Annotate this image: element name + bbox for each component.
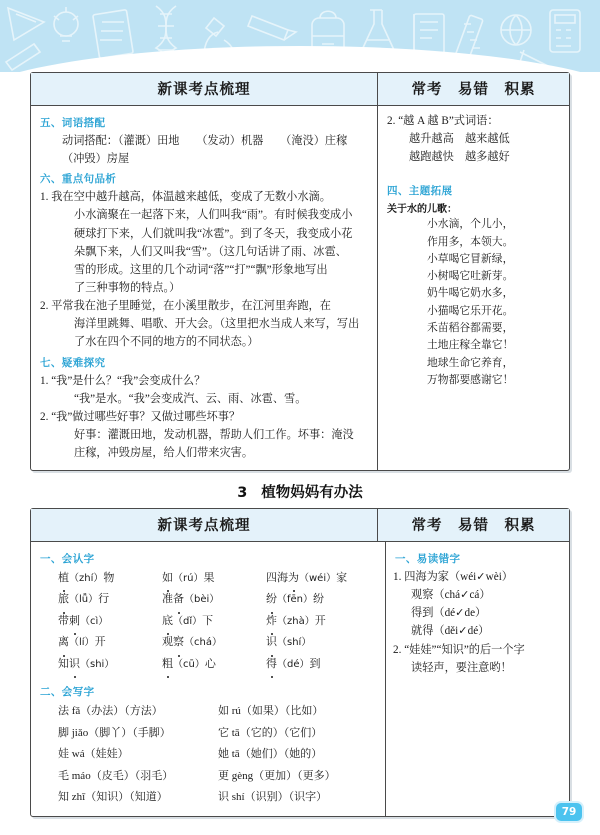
table-1-right-column xyxy=(378,106,569,470)
page-number-badge: 79 xyxy=(556,803,582,821)
inquiry-1-answer: “我”是水。“我”会变成汽、云、雨、冰雹、雪。 xyxy=(74,392,307,405)
inquiry-1-question: 1. “我”是什么？“我”会变成什么？ xyxy=(40,374,206,387)
target-character: 底 xyxy=(162,611,173,632)
target-character: 如 xyxy=(162,568,173,589)
section-heading-theme-expansion: 四、主题拓展 xyxy=(387,185,453,198)
lesson-name: 植物妈妈有办法 xyxy=(261,485,363,501)
write-char-cell: 更 gèng（更加）（更多） xyxy=(218,769,336,782)
key-sentence-1-line-6: 了三种事物的特点。） xyxy=(74,281,181,294)
target-character: 识 xyxy=(266,632,277,653)
lesson-table-1 xyxy=(30,72,570,471)
misread-item-1-line-3: 得到（dé✓de） xyxy=(411,607,487,620)
pinyin: （shí） xyxy=(277,637,312,649)
spacer xyxy=(40,675,378,681)
spacer xyxy=(387,166,563,180)
pinyin: （cì） xyxy=(80,615,109,627)
recognize-char-cell: 观察（chá） xyxy=(162,632,266,653)
notebook-icon xyxy=(414,14,444,54)
write-char-grid xyxy=(40,701,378,808)
pinyin: （lǚ） xyxy=(69,594,99,606)
pattern-examples-line-2: 越跑越快 越多越好 xyxy=(409,151,510,164)
pinyin: （dǐ） xyxy=(173,615,203,627)
pinyin: （zhà） xyxy=(277,615,315,627)
pinyin: （bèi） xyxy=(184,594,220,606)
pinyin: （fēn） xyxy=(277,594,314,606)
target-character: 得 xyxy=(266,654,277,675)
table-2-left-column xyxy=(31,542,386,816)
inquiry-2-question: 2. “我”做过哪些好事？又做过哪些坏事？ xyxy=(40,410,241,423)
target-character: 粗 xyxy=(162,654,173,675)
check-mark-icon: ✓ xyxy=(458,625,468,638)
word-collocation-line-2: （冲毁）房屋 xyxy=(62,153,130,166)
section-heading-write-chars: 二、会写字 xyxy=(40,686,95,699)
poem-line: 小水滴，个儿小， xyxy=(427,218,514,231)
table-1-left-column xyxy=(31,106,378,470)
key-sentence-1-line-4: 朵飘下来，人们又叫我“雪”。（这几句话讲了雨、冰雹、 xyxy=(74,245,347,258)
misread-item-1-line-4: 就得（děi✓dé） xyxy=(411,625,490,638)
word-collocation-line-1: 动词搭配：（灌溉）田地 （发动）机器 （淹没）庄稼 xyxy=(62,135,348,147)
section-heading-6: 六、重点句品析 xyxy=(40,173,117,186)
recognize-char-cell: 准备（bèi） xyxy=(162,589,266,610)
lesson-table-2 xyxy=(30,508,570,817)
recognize-char-cell: 炸（zhà）开 xyxy=(266,611,370,632)
recognize-char-row xyxy=(40,568,378,589)
recognize-char-cell: 四海为（wéi）家 xyxy=(266,568,370,589)
table-2-header-row xyxy=(31,509,569,542)
recognize-char-cell: 纷（fēn）纷 xyxy=(266,589,370,610)
poem-line: 土地庄稼全靠它！ xyxy=(427,339,514,352)
recognize-char-row xyxy=(40,589,378,610)
target-character: 刺 xyxy=(69,611,80,632)
flask-icon xyxy=(362,10,394,50)
globe-icon xyxy=(501,15,531,45)
write-char-row xyxy=(40,701,378,722)
key-sentence-2-line-2: 海洋里跳舞、唱歌、开大会。（这里把水当成人来写，写出 xyxy=(74,318,360,331)
pinyin: （rú） xyxy=(173,573,204,584)
book-icon xyxy=(93,10,133,59)
recognize-char-cell: 植（zhí）物 xyxy=(58,568,162,589)
lesson-number: 3 xyxy=(237,485,248,501)
recognize-char-cell: 带刺（cì） xyxy=(58,611,162,632)
table-2-header-left: 新课考点梳理 xyxy=(31,509,378,541)
pinyin: （wéi） xyxy=(299,573,337,584)
section-heading-misread-chars: 一、易读错字 xyxy=(395,553,461,565)
write-char-row xyxy=(40,787,378,808)
write-char-cell: 它 tā（它的）（它们） xyxy=(218,726,323,739)
recognize-char-cell: 旅（lǚ）行 xyxy=(58,589,162,610)
table-2-right-column xyxy=(386,542,569,816)
pencil-icon xyxy=(248,16,296,40)
target-character: 察 xyxy=(173,632,184,653)
key-sentence-2-line-1: 2. 平常我在池子里睡觉，在小溪里散步，在江河里奔跑，在 xyxy=(40,300,331,313)
write-char-cell: 毛 máo（皮毛）（羽毛） xyxy=(58,769,174,782)
table-1-header-row xyxy=(31,73,569,106)
poem-line: 奶牛喝它奶水多， xyxy=(427,287,514,300)
section-heading-5: 五、词语搭配 xyxy=(40,117,106,129)
recognize-char-row xyxy=(40,654,378,675)
write-char-row xyxy=(40,723,378,744)
target-character: 为 xyxy=(288,568,299,589)
key-sentence-1-line-5: 雪的形成。这里的几个动词“落”“打”“飘”形象地写出 xyxy=(74,263,328,276)
poem-line: 地球生命它养育， xyxy=(427,356,514,369)
key-sentence-1-line-2: 小水滴聚在一起落下来，人们叫我“雨”。有时候我变成小 xyxy=(74,209,353,222)
poem-line: 小树喝它吐新芽。 xyxy=(427,270,514,283)
recognize-char-grid xyxy=(40,568,378,675)
recognize-char-cell xyxy=(266,632,370,653)
write-char-row xyxy=(40,766,378,787)
table-1-header-left: 新课考点梳理 xyxy=(31,73,378,105)
recognize-char-row xyxy=(40,632,378,653)
section-heading-recognize-chars: 一、会认字 xyxy=(40,553,95,565)
poem-line: 禾苗稻谷都需要， xyxy=(427,322,514,335)
target-character: 备 xyxy=(173,589,184,610)
poem-line: 小猫喝它乐开花。 xyxy=(427,304,514,317)
target-character: 离 xyxy=(58,632,69,653)
target-character: 识 xyxy=(69,654,80,675)
recognize-char-cell: 知识（shi） xyxy=(58,654,162,675)
poem-line: 小草喝它冒新绿， xyxy=(427,252,514,265)
inquiry-2-answer-line-1: 好事：灌溉田地，发动机器，帮助人们工作。坏事：淹没 xyxy=(74,428,354,441)
water-poem xyxy=(387,216,563,389)
section-heading-7: 七、疑难探究 xyxy=(40,356,106,369)
misread-item-2-line-1: 2. “娃娃”“知识”的后一个字 xyxy=(393,643,525,656)
pinyin: （chá） xyxy=(184,637,222,649)
write-char-cell: 脚 jiǎo（脚丫）（手脚） xyxy=(58,726,171,739)
recognize-char-cell: 粗（cū）心 xyxy=(162,654,266,675)
pinyin: （dé） xyxy=(277,658,310,670)
pencil-icon xyxy=(6,44,40,70)
lesson-title xyxy=(0,481,600,502)
misread-item-1-line-1: 1. 四海为家（wéi✓wèi） xyxy=(393,571,513,583)
pinyin: （shi） xyxy=(80,658,115,670)
pinyin: （lí） xyxy=(69,637,95,649)
poem-line: 作用多，本领大。 xyxy=(427,235,514,248)
pattern-examples-line-1: 越升越高 越来越低 xyxy=(409,133,510,146)
check-mark-icon: ✓ xyxy=(455,607,465,620)
recognize-char-cell: 得（dé）到 xyxy=(266,654,370,675)
key-sentence-1-line-1: 1. 我在空中越升越高，体温越来越低，变成了无数小水滴。 xyxy=(40,191,331,204)
pattern-item-title: 2. “越 A 越 B”式词语： xyxy=(387,115,499,127)
pinyin: （cū） xyxy=(173,658,205,670)
target-character: 旅 xyxy=(58,589,69,610)
recognize-char-cell: 底（dǐ）下 xyxy=(162,611,266,632)
write-char-cell: 识 shí（识别）（识字） xyxy=(218,790,328,803)
write-char-cell: 她 tā（她们）（她的） xyxy=(218,748,323,761)
inquiry-2-answer-line-2: 庄稼，冲毁房屋，给人们带来灾害。 xyxy=(74,447,254,460)
misread-item-1-line-2: 观察（chá✓cá） xyxy=(411,589,491,602)
recognize-char-row xyxy=(40,611,378,632)
table-2-header-right: 常考 易错 积累 xyxy=(411,518,536,534)
write-char-cell: 娃 wá（娃娃） xyxy=(58,748,129,761)
key-sentence-2-line-3: 了水在四个不同的地方的不同状态。） xyxy=(74,336,259,349)
calculator-icon xyxy=(550,10,580,52)
check-mark-icon: ✓ xyxy=(476,571,486,583)
write-char-cell: 法 fǎ（办法）（方法） xyxy=(58,705,163,718)
target-character: 植 xyxy=(58,568,69,589)
key-sentence-1-line-3: 硬球打下来，人们就叫我“冰雹”。到了冬天，我变成小花 xyxy=(74,227,353,240)
recognize-char-cell: 离（lí）开 xyxy=(58,632,162,653)
target-character: 炸 xyxy=(266,611,277,632)
poem-label: 关于水的儿歌： xyxy=(387,204,457,216)
triangle-ruler-icon xyxy=(8,8,44,40)
target-character: 纷 xyxy=(266,589,277,610)
table-1-header-right: 常考 易错 积累 xyxy=(411,82,536,98)
decorative-page-header xyxy=(0,0,600,72)
misread-item-2-line-2: 读轻声，要注意哟！ xyxy=(411,661,512,674)
write-char-row xyxy=(40,744,378,765)
check-mark-icon: ✓ xyxy=(460,589,470,602)
recognize-char-cell: 如（rú）果 xyxy=(162,568,266,589)
lightbulb-icon xyxy=(54,7,78,41)
write-char-cell: 如 rú（如果）（比如） xyxy=(218,705,324,718)
poem-line: 万物都要感谢它！ xyxy=(427,373,514,386)
pinyin: （zhí） xyxy=(69,573,104,584)
write-char-cell: 知 zhī（知识）（知道） xyxy=(58,790,168,803)
